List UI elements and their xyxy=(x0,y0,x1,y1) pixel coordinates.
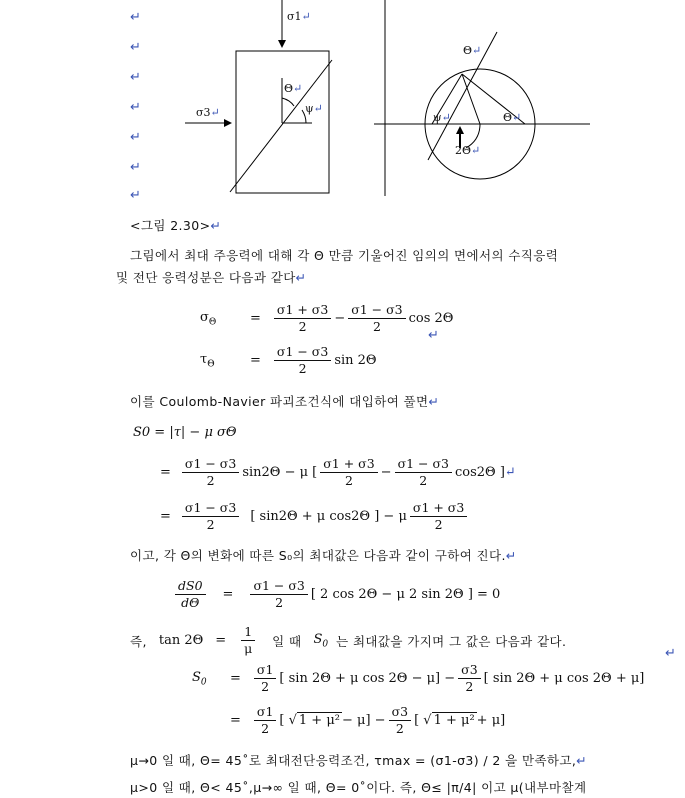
intro-line1: 그림에서 최대 주응력에 대해 각 Θ 만큼 기울어진 임의의 면에서의 수직응력 xyxy=(130,248,559,263)
two-theta-label: 2Θ↵ xyxy=(455,144,481,157)
sigma1-label: σ1↵ xyxy=(287,10,311,23)
max-intro-text: 이고, 각 Θ의 변화에 따른 S₀의 최대값은 다음과 같이 구하여 진다.↵ xyxy=(130,548,517,563)
s0-max-sqrt-equation: = $\frac{\sigma 1}{2}$ [ √ 1 + μ² − μ] − $\frac{\sigma 3}{2}$ [ √ 1 + μ² + μ] xyxy=(230,704,506,736)
sigma-theta-equation: $\sigma_\Theta$ = $\frac{\sigma 1 + \sigma 3}{2}$ − $\frac{\sigma 1 - \sigma 3}{2}$ cos 2Θ xyxy=(200,302,454,334)
paragraph-mark: ↵ xyxy=(130,160,141,175)
mohr-circle-diagram xyxy=(370,0,600,200)
mu-zero-line: μ→0 일 때, Θ= 45˚로 최대전단응력조건, τmax = (σ1-σ3) / 2 을 만족하고,↵ xyxy=(130,753,588,768)
s0-definition: S0 = |τ| − μ σΘ xyxy=(133,425,237,440)
substitution-text: 이를 Coulomb-Navier 파괴조건식에 대입하여 풀면↵ xyxy=(130,394,440,409)
tau-theta-equation: $\tau_\Theta$ = $\frac{\sigma 1 - \sigma 3}{2}$ sin 2Θ xyxy=(200,344,377,376)
tan-condition-line: 즉, tan 2Θ = $\frac{1}{\mu}$ 일 때 $S_0$ 는 최대값을 가지며 그 값은 다음과 같다. xyxy=(130,624,567,656)
theta-top-label: Θ↵ xyxy=(463,44,482,57)
theta-right-label: Θ↵ xyxy=(503,111,522,124)
s0-expansion-line: = $\frac{\sigma 1 - \sigma 3}{2}$ sin2Θ − μ [ $\frac{\sigma 1 + \sigma 3}{2}$ − $\frac{\sigma 1 - \sigma 3}{2}$ cos2Θ ] ↵ xyxy=(160,456,516,488)
mu-positive-line: μ>0 일 때, Θ< 45˚,μ→∞ 일 때, Θ= 0˚이다. 즉, Θ≤ |π/4| 이고 μ(내부마찰계 xyxy=(130,780,587,795)
sigma3-label: σ3↵ xyxy=(196,106,220,119)
paragraph-mark: ↵ xyxy=(130,100,141,115)
paragraph-mark: ↵ xyxy=(130,10,141,25)
paragraph-mark: ↵ xyxy=(130,188,141,203)
intro-line2: 및 전단 응력성분은 다음과 같다↵ xyxy=(116,270,307,285)
psi-label: ψ↵ xyxy=(305,102,323,115)
figure-caption: <그림 2.30>↵ xyxy=(130,218,222,233)
paragraph-mark: ↵ xyxy=(130,40,141,55)
paragraph-mark: ↵ xyxy=(665,646,676,661)
psi-mohr-label: ψ↵ xyxy=(433,111,451,124)
s0-simplified-line: = $\frac{\sigma 1 - \sigma 3}{2}$ [ sin2Θ + μ cos2Θ ] − μ $\frac{\sigma 1 + \sigma 3}{2}$ xyxy=(160,500,470,533)
stress-block-diagram xyxy=(180,0,340,200)
s0-max-equation: $S_0$ = $\frac{\sigma 1}{2}$ [ sin 2Θ + μ cos 2Θ − μ] − $\frac{\sigma 3}{2}$ [ sin 2Θ + μ cos 2Θ + μ] xyxy=(192,662,645,694)
paragraph-mark: ↵ xyxy=(130,70,141,85)
paragraph-mark: ↵ xyxy=(130,130,141,145)
paragraph-mark: ↵ xyxy=(428,328,439,343)
theta-label: Θ↵ xyxy=(284,82,303,95)
derivative-equation: $\frac{dS0}{d\Theta}$ = $\frac{\sigma 1 - \sigma 3}{2}$ [ 2 cos 2Θ − μ 2 sin 2Θ ] = 0 xyxy=(172,578,500,611)
